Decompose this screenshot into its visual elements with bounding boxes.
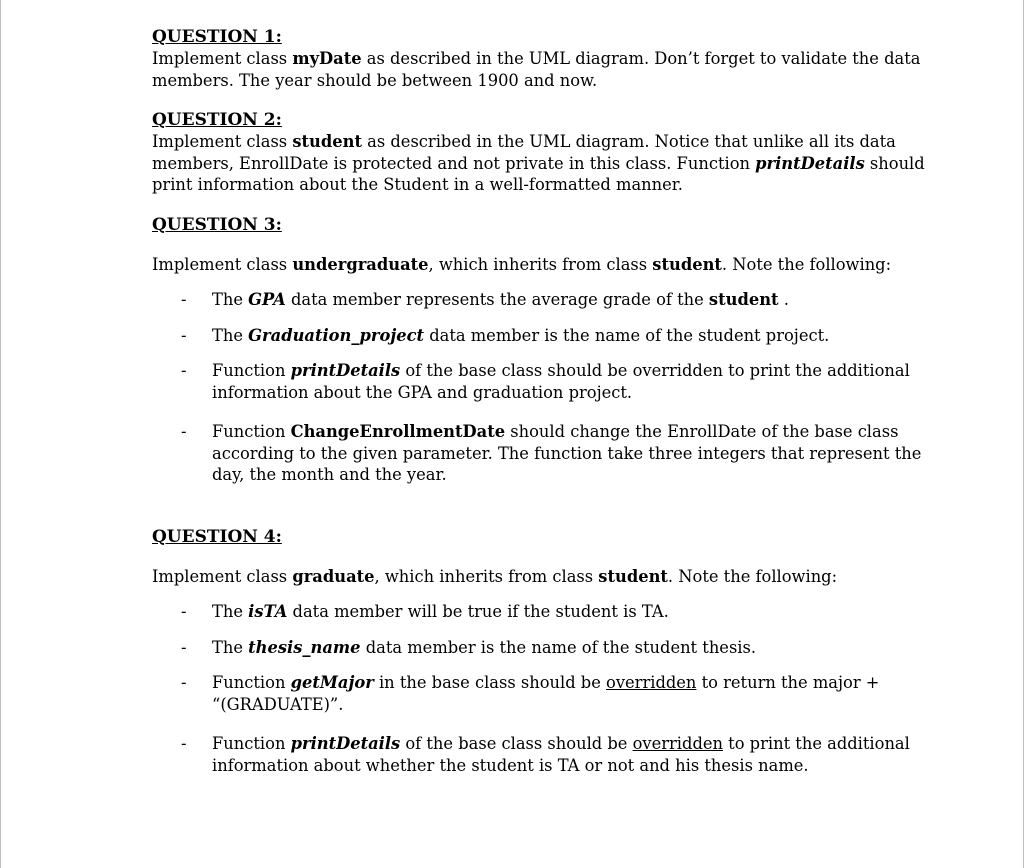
dash-marker: -	[181, 325, 187, 345]
q2-text-1: Implement class	[152, 132, 293, 151]
question-1-title: QUESTION 1:	[152, 27, 282, 47]
dash-marker: -	[181, 734, 187, 753]
q4-b4-text-3: to print the additional information about whether the student is TA or not and his thesis name.	[212, 734, 910, 775]
q4-b4-underlined: overridden	[632, 734, 723, 753]
spacer	[152, 196, 932, 214]
q4-intro-3: . Note the following:	[667, 566, 838, 586]
spacer	[152, 236, 932, 254]
q3-b1-text-3: .	[778, 290, 789, 309]
q4-b3-underlined: overridden	[606, 673, 697, 692]
q3-b3-text-1: Function	[212, 361, 291, 380]
q4-b3-text-2: in the base class should be	[373, 673, 607, 692]
q3-b1-class: student	[708, 290, 779, 309]
q3-b4-text-2: should change the EnrollDate of the base class according to the given parameter. The function take three integers that represent the day, the month and the year.	[212, 422, 922, 484]
q4-class-name: graduate	[292, 566, 375, 586]
q3-intro-2: , which inherits from class	[428, 254, 653, 274]
spacer	[152, 658, 932, 672]
question-4-intro	[152, 566, 932, 588]
q3-b2-text-2: data member is the name of the student project.	[424, 325, 830, 345]
q4-b4-text-2: of the base class should be	[400, 734, 633, 753]
q3-intro-1: Implement class	[152, 254, 293, 274]
q4-bullet-3	[152, 672, 932, 715]
document-content	[152, 26, 932, 776]
q4-b4-text-1: Function	[212, 734, 291, 753]
q3-b3-text-2: of the base class should be overridden to print the additional information about the GPA and graduation project.	[212, 361, 910, 402]
q4-bullet-4	[152, 733, 932, 776]
q3-b4-function: ChangeEnrollmentDate	[290, 422, 506, 441]
q3-bullet-1	[152, 289, 932, 311]
question-2-text	[152, 131, 932, 196]
q3-base-class: student	[652, 254, 722, 274]
q3-bullet-3	[152, 360, 932, 403]
question-4-title: QUESTION 4:	[152, 526, 282, 547]
spacer	[152, 311, 932, 325]
q3-intro-3: . Note the following:	[721, 254, 892, 274]
q3-bullet-2	[152, 325, 932, 347]
q4-bullet-1	[152, 601, 932, 623]
q3-b1-text-1: The	[212, 290, 249, 309]
q4-intro-1: Implement class	[152, 566, 293, 586]
q1-text-2: as described in the UML diagram. Don’t forget to validate the data members. The year should be between 1900 and now.	[152, 49, 921, 90]
spacer	[152, 587, 932, 601]
q2-text-3: should print information about the Student in a well-formatted manner.	[152, 153, 925, 194]
q3-b2-text-1: The	[212, 325, 249, 345]
question-3-title: QUESTION 3:	[152, 214, 282, 235]
spacer	[152, 346, 932, 360]
q4-b1-text-1: The	[212, 602, 249, 621]
q4-b4-function: printDetails	[290, 734, 401, 753]
spacer	[152, 403, 932, 421]
spacer	[152, 715, 932, 733]
q4-b1-member: isTA	[248, 602, 288, 621]
spacer	[152, 275, 932, 289]
q3-b4-text-1: Function	[212, 422, 291, 441]
spacer	[152, 548, 932, 566]
dash-marker: -	[181, 290, 187, 309]
q1-class-name: myDate	[292, 49, 362, 68]
q4-b1-text-2: data member will be true if the student is TA.	[287, 602, 669, 621]
q3-class-name: undergraduate	[292, 254, 429, 274]
dash-marker: -	[181, 673, 187, 692]
q3-b3-function: printDetails	[290, 361, 401, 380]
q4-bullet-2	[152, 637, 932, 659]
q2-class-name: student	[292, 132, 362, 151]
spacer	[152, 623, 932, 637]
q2-function-name: printDetails	[755, 153, 865, 173]
spacer	[152, 486, 932, 526]
question-2-title: QUESTION 2:	[152, 110, 282, 130]
q1-text-1: Implement class	[152, 49, 293, 68]
dash-marker: -	[181, 637, 187, 657]
dash-marker: -	[181, 361, 187, 380]
q4-b3-text-1: Function	[212, 673, 291, 692]
dash-marker: -	[181, 422, 187, 441]
q4-base-class: student	[598, 566, 668, 586]
q3-b1-text-2: data member represents the average grade of the	[285, 290, 709, 309]
q4-intro-2: , which inherits from class	[374, 566, 599, 586]
question-3-intro	[152, 254, 932, 276]
q4-b2-text-2: data member is the name of the student thesis.	[360, 637, 757, 657]
q3-b1-member: GPA	[248, 290, 286, 309]
spacer	[152, 91, 932, 109]
q2-text-2: as described in the UML diagram. Notice that unlike all its data members, EnrollDate is protected and not private in this class. Function	[152, 132, 896, 173]
q4-b2-member: thesis_name	[248, 637, 361, 657]
q3-bullet-4	[152, 421, 932, 486]
q4-b2-text-1: The	[212, 637, 249, 657]
q4-b3-text-3: to return the major + “(GRADUATE)”.	[212, 673, 880, 714]
dash-marker: -	[181, 602, 187, 621]
question-1-text	[152, 48, 932, 91]
q4-b3-function: getMajor	[290, 673, 374, 692]
q3-b2-member: Graduation_project	[248, 325, 425, 345]
